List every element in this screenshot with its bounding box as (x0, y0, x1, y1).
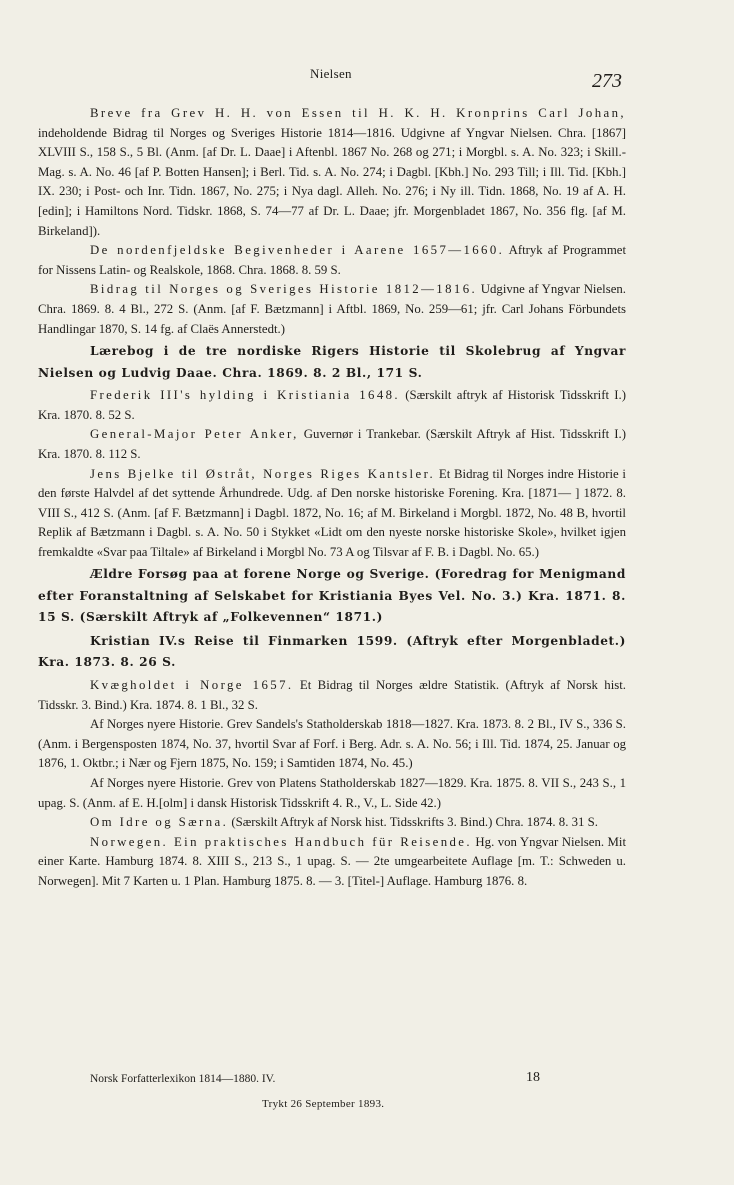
entry-title: De nordenfjeldske Begivenheder i Aarene 1657—1660. (90, 243, 505, 258)
entry-title: Bidrag til Norges og Sveriges Historie 1812—1816. (90, 282, 478, 297)
page-footer (0, 1070, 734, 1130)
entry-title: Frederik III's hylding i Kristiania 1648. (90, 388, 401, 403)
entry-text: Guvernør i Trankebar. (Særskilt Aftryk af Hist. Tidsskrift I.) Kra. 1870. 8. 112 S. (38, 427, 626, 461)
bibliography-entry (38, 715, 626, 774)
running-head: Nielsen (310, 66, 352, 81)
bibliography-entry (38, 465, 626, 563)
entry-title: Jens Bjelke til Østråt, Norges Riges Kantsler. (90, 466, 436, 481)
entry-title: General-Major Peter Anker, (90, 427, 299, 442)
entry-text: (Særskilt aftryk af Historisk Tidsskrift I.) Kra. 1870. 8. 52 S. (38, 388, 626, 422)
entry-title: Om Idre og Særna. (90, 815, 229, 830)
entry-text: Ældre Forsøg paa at forene Norge og Sverige. (Foredrag for Menigmand efter Foranstaltning af Selskabet for Kristiania Byes Vel. No. 3.) Kra. 1871. 8. 15 S. (Særskilt Aftryk af „Folkevennen“ 1871.) (38, 567, 626, 625)
bibliography-body (38, 104, 626, 892)
entry-text: Aftryk af Programmet for Nissens Latin- og Realskole, 1868. Chra. 1868. 8. 59 S. (38, 243, 627, 277)
entry-text: Af Norges nyere Historie. Grev von Platens Statholderskab 1827—1829. Kra. 1875. 8. VII S., 243 S., 1 upag. S. (Anm. af E. H.[olm] i dansk Historisk Tidsskrift 4. R., V., L. Side 42.) (38, 775, 626, 810)
bibliography-entry (38, 833, 626, 892)
bibliography-entry (38, 813, 626, 833)
entry-text: Lærebog i de tre nordiske Rigers Historie til Skolebrug af Yngvar Nielsen og Ludvig Daae. Chra. 1869. 8. 2 Bl., 171 S. (38, 344, 626, 380)
entry-text: Udgivne af Yngvar Nielsen. Chra. 1869. 8. 4 Bl., 272 S. (Anm. [af F. Bætzmann] i Aftbl. 1869, No. 259—61; jfr. Carl Johans Förbundets Handlingar 1870, S. 14 fg. af Claës Annerstedt.) (38, 282, 626, 336)
entry-title: Breve fra Grev H. H. von Essen til H. K. H. Kronprins Carl Johan, (90, 106, 626, 120)
entry-text: Kristian IV.s Reise til Finmarken 1599. (Aftryk efter Morgenbladet.) Kra. 1873. 8. 26 S. (38, 633, 626, 670)
bibliography-entry (38, 386, 626, 425)
bibliography-entry (38, 676, 626, 715)
entry-title: Norwegen. Ein praktisches Handbuch für Reisende. (90, 834, 472, 849)
printer-signature: Norsk Forfatterlexikon 1814—1880. IV. (90, 1073, 276, 1085)
entry-text: (Særskilt Aftryk af Norsk hist. Tidsskrifts 3. Bind.) Chra. 1874. 8. 31 S. (228, 815, 598, 830)
bibliography-entry (38, 104, 626, 241)
bibliography-entry-blackletter (38, 631, 626, 674)
bibliography-entry (38, 241, 626, 280)
entry-title: Kvægholdet i Norge 1657. (90, 677, 294, 692)
entry-text: indeholdende Bidrag til Norges og Sveriges Historie 1814—1816. Udgivne af Yngvar Nielsen. Chra. [1867] XLVIII S., 158 S., 5 Bl. (Anm. [af Dr. L. Daae] i Aftenbl. 1867 No. 268 og 271; i Morgbl. s. A. No. 323; i Skill.-Mag. s. A. No. 46 [af P. Botten Hansen]; i Berl. Tid. s. A. No. 274; i Dagbl. [Kbh.] No. 293 Till; i Ill. Tid. [Kbh.] IX. 230; i Post- och Inr. Tidn. 1867, No. 275; i Nya dagl. Alleh. No. 276; i Ny ill. Tidn. 1868, No. 19 af A. H.[edin]; i Hamiltons Nord. Tidskr. 1868, S. 74—77 af Dr. L. Daae; jfr. Morgenbladet 1867, No. 356 flg. [af M. Birkeland]). (38, 125, 626, 238)
entry-text: Et Bidrag til Norges ældre Statistik. (Aftryk af Norsk hist. Tidsskr. 3. Bind.) Kra. 1874. 8. 1 Bl., 32 S. (38, 677, 626, 712)
bibliography-entry-blackletter (38, 564, 626, 629)
page-number: 273 (592, 70, 622, 92)
bibliography-entry (38, 774, 626, 813)
bibliography-entry (38, 280, 626, 339)
bibliography-entry (38, 425, 626, 464)
print-date: Trykt 26 September 1893. (262, 1098, 385, 1110)
entry-text: Af Norges nyere Historie. Grev Sandels's Statholderskab 1818—1827. Kra. 1873. 8. 2 Bl., IV S., 336 S. (Anm. i Bergensposten 1874, No. 37, hvortil Svar af Forf. i Berg. Adr. s. A. No. 56; i Ill. Tid. 1874, 25. Januar og 1876, 1. Oktbr.; i Nær og Fjern 1875, No. 159; i Samtiden 1874, No. 45.) (38, 717, 626, 771)
signature-number: 18 (526, 1070, 540, 1085)
page-header (0, 62, 734, 92)
entry-text: Hg. von Yngvar Nielsen. Mit einer Karte. Hamburg 1874. 8. XIII S., 213 S., 1 upag. S. — 2te umgearbeitete Auflage [m. T.: Schweden u. Norwegen]. Mit 7 Karten u. 1 Plan. Hamburg 1875. 8. — 3. [Titel-] Auflage. Hamburg 1876. 8. (38, 834, 626, 888)
bibliography-entry-blackletter (38, 341, 626, 384)
entry-text: Et Bidrag til Norges indre Historie i den første Halvdel af det syttende Århundrede. Udg. af Den norske historiske Forening. Kra. [1871— ] 1872. 8. VIII S., 412 S. (Anm. [af F. Bætzmann] i Dagbl. 1872, No. 16; af M. Birkeland i Morgbl. 1872, No. 48 B, hvortil Replik af Bætzmann i Dagbl. s. A. No. 50 i Stykket «Lidt om den nyeste norske historiske Skole», hvilket igjen fremkaldte «Svar paa Tiltale» af Birkeland i Morgbl No. 73 A og Tilsvar af F. B. i Dagbl. No. 65.) (38, 466, 626, 559)
